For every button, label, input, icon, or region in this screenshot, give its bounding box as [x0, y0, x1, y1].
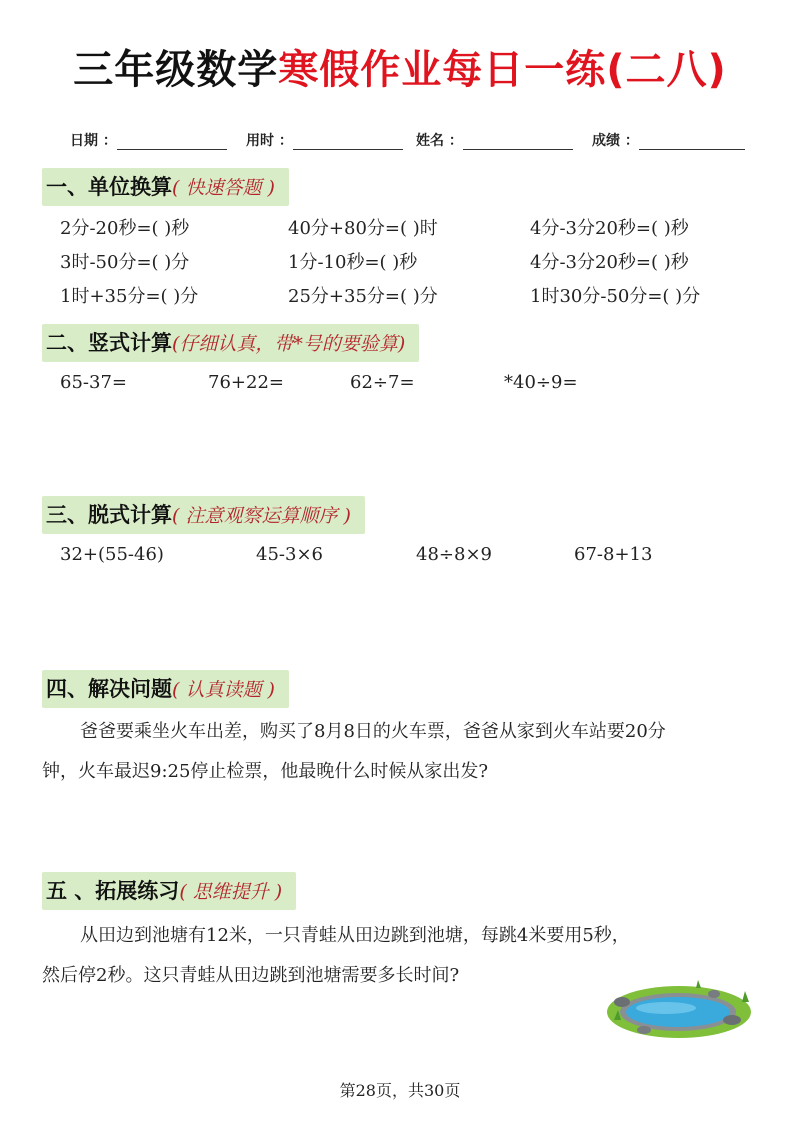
word-problem-line-1: 爸爸要乘坐火车出差，购买了8月8日的火车票，爸爸从家到火车站要20分 — [80, 721, 666, 742]
conversion-item: 40分+80分=( )时 — [288, 218, 438, 239]
section-heading: 四、解决问题 — [46, 677, 172, 701]
name-label: 姓名 ： — [416, 133, 463, 149]
score-field[interactable] — [592, 130, 745, 150]
word-problem-line-2: 钟，火车最迟9:25停止检票，他最晚什么时候从家出发? — [42, 761, 489, 782]
section-heading: 三、脱式计算 — [46, 503, 172, 527]
name-blank[interactable] — [463, 135, 573, 150]
word-problem — [42, 712, 762, 792]
step-calc-item: 45-3×6 — [256, 544, 323, 565]
section-extension — [42, 872, 296, 910]
info-row — [70, 130, 760, 152]
date-blank[interactable] — [117, 135, 227, 150]
step-calc-item: 48÷8×9 — [416, 544, 492, 565]
section-note: ( 注意观察运算顺序 ) — [172, 505, 351, 527]
time-label: 用时 ： — [246, 133, 293, 149]
section-note: ( 认真读题 ) — [172, 679, 275, 701]
score-label: 成绩 ： — [592, 133, 639, 149]
section-heading: 五 、拓展练习 — [46, 879, 180, 903]
title-black-part: 三年级数学 — [73, 47, 279, 93]
section-heading: 一、单位换算 — [46, 175, 172, 199]
section-note: (仔细认真，带*号的要验算) — [172, 333, 406, 355]
date-label: 日期 ： — [70, 133, 117, 149]
section-unit-conversion — [42, 168, 289, 206]
vertical-calc-item: 65-37= — [60, 372, 127, 393]
extension-line-1: 从田边到池塘有12米，一只青蛙从田边跳到池塘，每跳4米要用5秒， — [80, 925, 630, 946]
conversion-item: 4分-3分20秒=( )秒 — [530, 218, 689, 239]
conversion-item: 4分-3分20秒=( )秒 — [530, 252, 689, 273]
score-blank[interactable] — [639, 135, 745, 150]
conversion-item: 1分-10秒=( )秒 — [288, 252, 418, 273]
date-field[interactable] — [70, 130, 227, 150]
vertical-calc-item: 62÷7= — [350, 372, 415, 393]
conversion-item: 1时30分-50分=( )分 — [530, 286, 701, 307]
section-problem-solving — [42, 670, 289, 708]
time-blank[interactable] — [293, 135, 403, 150]
time-field[interactable] — [246, 130, 403, 150]
step-calc-item: 67-8+13 — [574, 544, 653, 565]
page-number: 第28页，共30页 — [339, 1081, 461, 1100]
vertical-calc-item: 76+22= — [208, 372, 284, 393]
name-field[interactable] — [416, 130, 573, 150]
section-note: ( 快速答题 ) — [172, 177, 275, 199]
conversion-item: 3时-50分=( )分 — [60, 252, 190, 273]
extension-line-2: 然后停2秒。这只青蛙从田边跳到池塘需要多长时间? — [42, 965, 460, 986]
section-note: ( 思维提升 ) — [179, 881, 283, 903]
pond-illustration — [604, 980, 754, 1040]
conversion-item: 1时+35分=( )分 — [60, 286, 199, 307]
conversion-item: 2分-20秒=( )秒 — [60, 218, 190, 239]
page-title — [0, 38, 800, 95]
conversion-item: 25分+35分=( )分 — [288, 286, 438, 307]
vertical-calc-item: *40÷9= — [504, 372, 578, 393]
section-step-calc — [42, 496, 365, 534]
step-calc-item: 32+(55-46) — [60, 544, 164, 565]
title-red-part: 寒假作业每日一练(二八) — [278, 47, 727, 93]
section-vertical-calc — [42, 324, 419, 362]
section-heading: 二、竖式计算 — [46, 331, 172, 355]
